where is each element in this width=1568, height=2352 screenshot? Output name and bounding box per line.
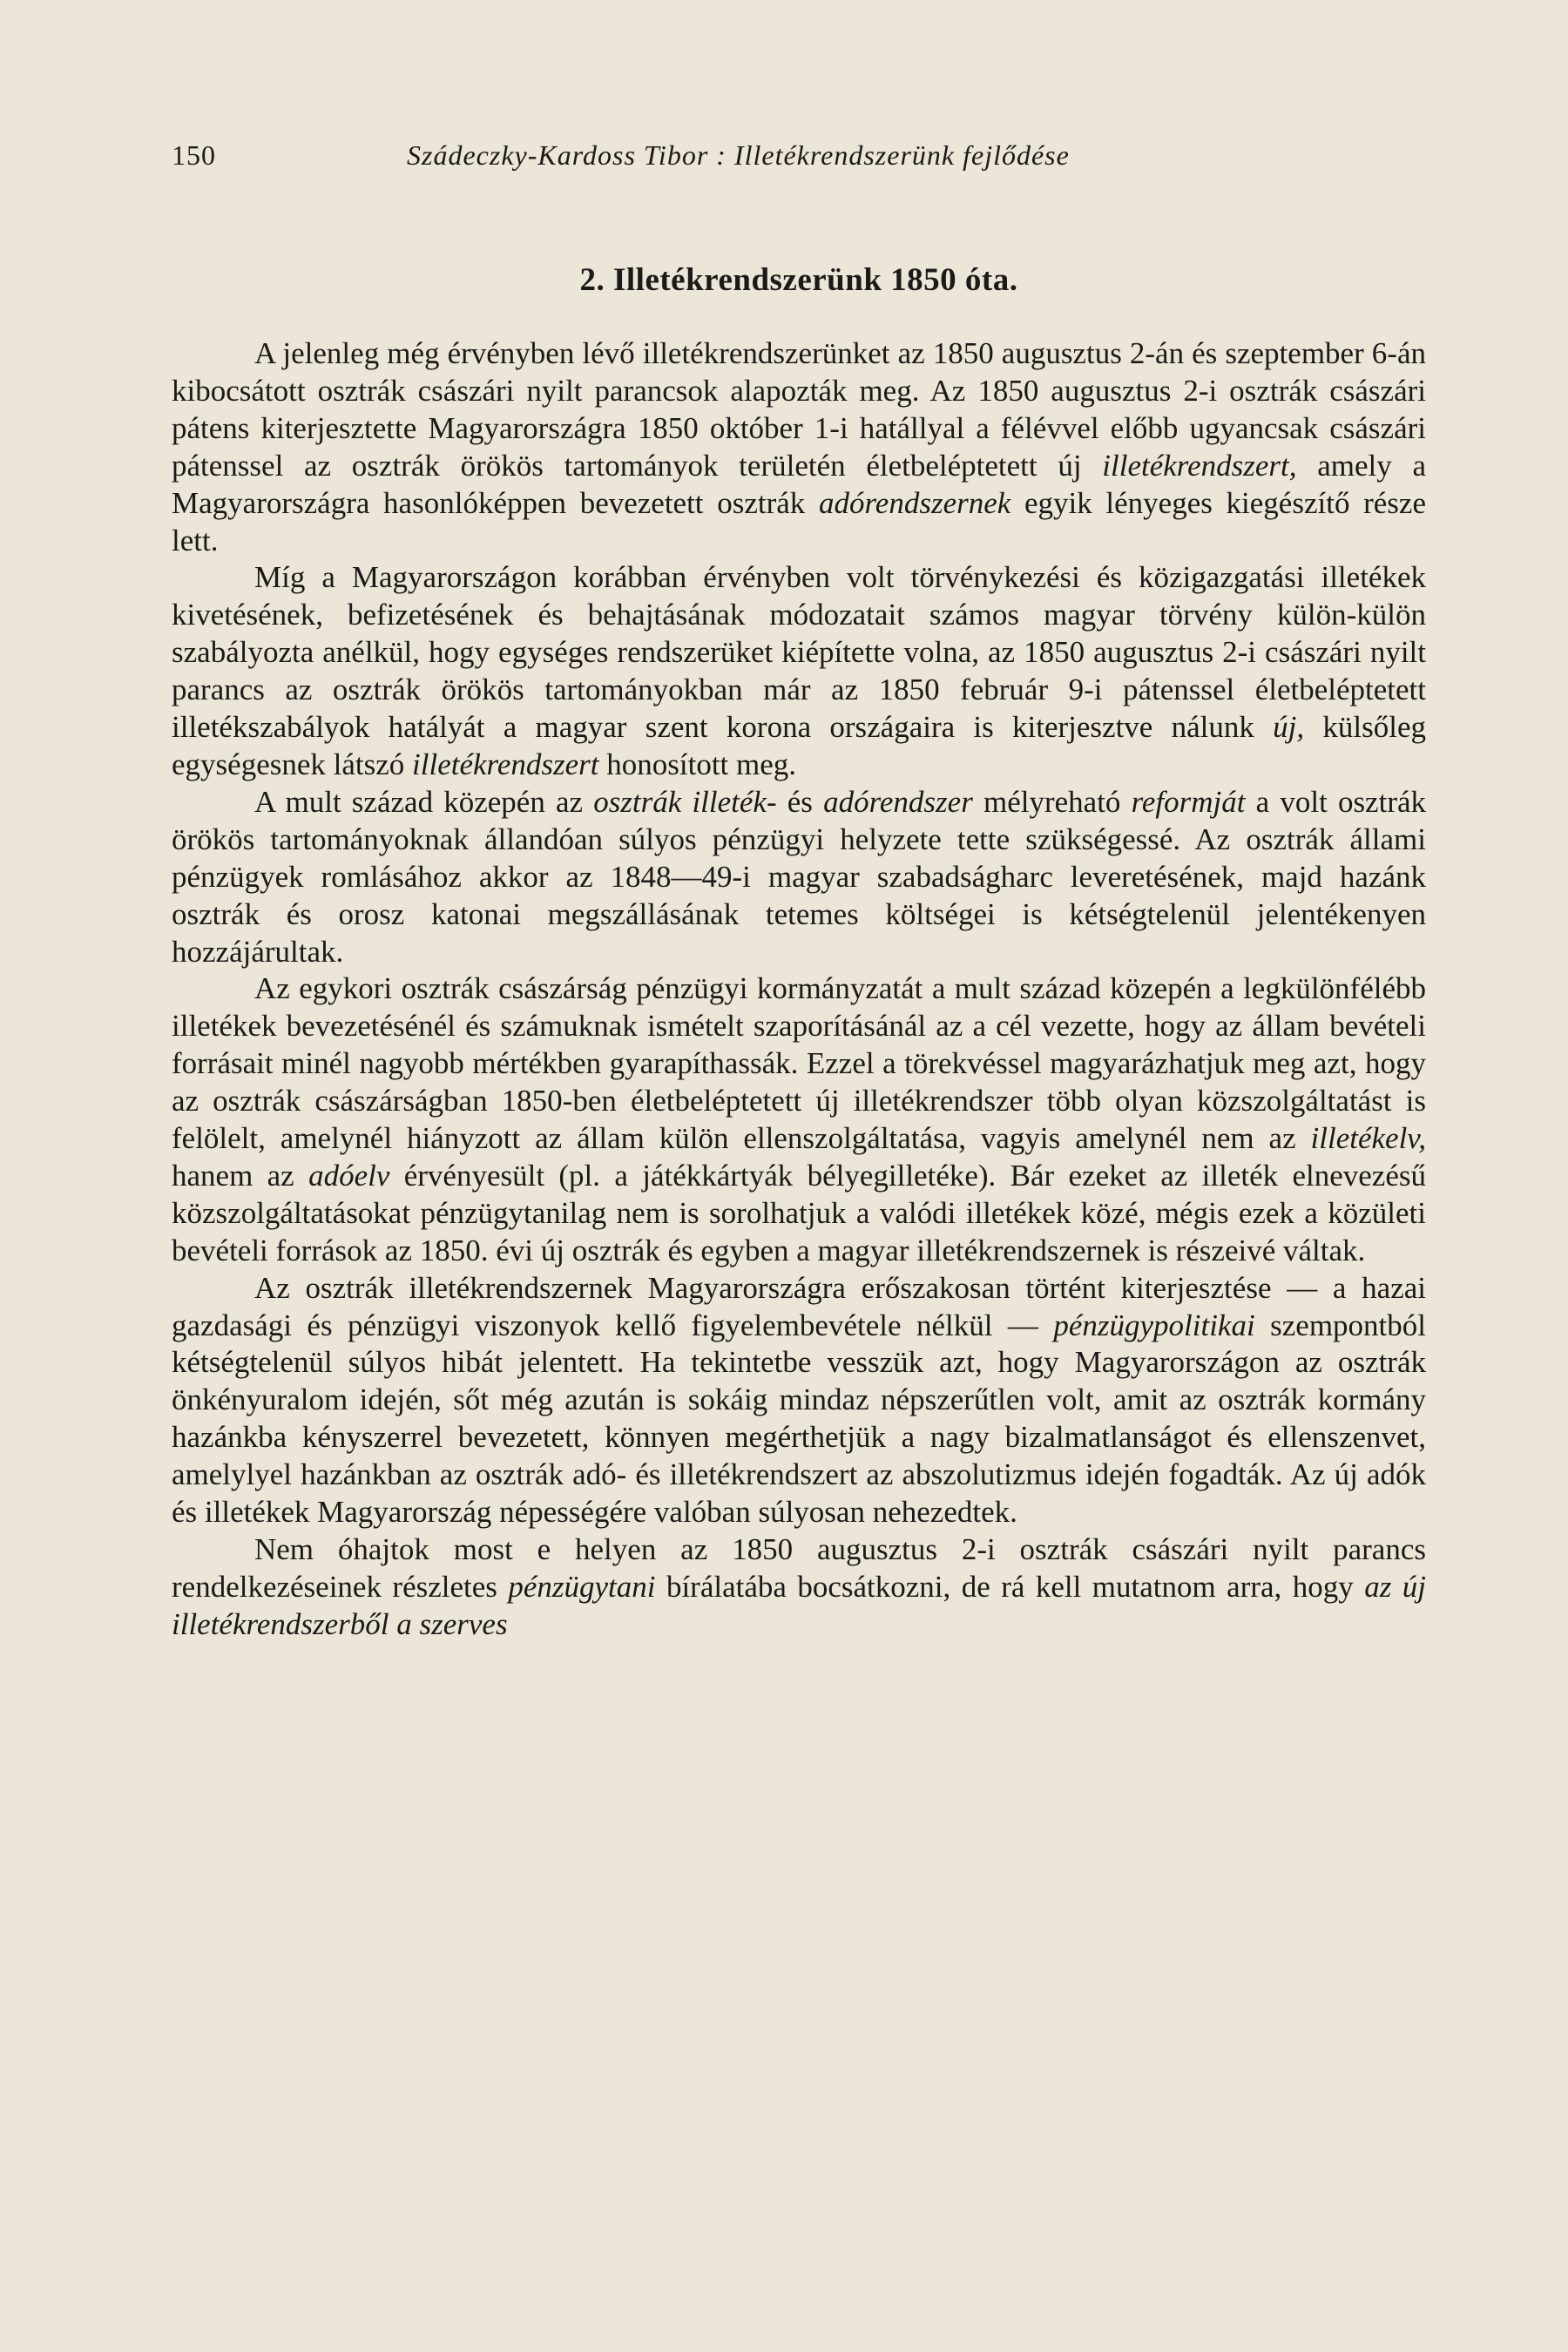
emphasis: adóelv <box>308 1158 390 1193</box>
emphasis: illetékrendszert, <box>1102 448 1297 483</box>
running-title: Szádeczky-Kardoss Tibor : Illetékrendszerünk fejlődése <box>407 139 1070 171</box>
emphasis: pénzügytani <box>508 1569 656 1604</box>
paragraph-2: Míg a Magyarországon korábban érvényben volt törvénykezési és közigazgatási illetékek kivetésének, befizetésének és behajtásának módozatait számos magyar törvény külön-külön szabályozta anélkül, hogy egységes rendszerüket kiépítette volna, az 1850 augusztus 2-i császári nyilt parancs az osztrák örökös tartományokban már az 1850 február 9-i pátenssel életbeléptetett illetékszabályok hatályát a magyar szent korona országaira is kiterjesztve nálunk új, külsőleg egységesnek látszó illetékrendszert honosított meg. <box>172 560 1426 781</box>
section-heading: 2. Illetékrendszerünk 1850 óta. <box>579 262 1018 298</box>
paragraph-4: Az egykori osztrák császárság pénzügyi kormányzatát a mult század közepén a legkülönfélébb illetékek bevezetésénél és számuknak ismételt szaporításánál az a cél vezette, hogy az állam bevételi forrásait minél nagyobb mértékben gyarapíthassák. Ezzel a törekvéssel magyarázhatjuk meg azt, hogy az osztrák császárságban 1850-ben életbeléptetett új illetékrendszer több olyan közszolgáltatást is felölelt, amelynél hiányzott az állam külön ellenszolgáltatása, vagyis amelynél nem az illetékelv, hanem az adóelv érvényesült (pl. a játékkártyák bélyegilletéke). Bár ezeket az illeték elnevezésű közszolgáltatásokat pénzügytanilag nem is sorolhatjuk a valódi illetékek közé, mégis ezek a közületi bevételi források az 1850. évi új osztrák és egyben a magyar illetékrendszernek is részeivé váltak. <box>172 971 1426 1267</box>
emphasis: reformját <box>1131 784 1246 819</box>
emphasis: az új illetékrendszerből a szerves <box>172 1569 1426 1641</box>
emphasis: illetékrendszert <box>412 747 599 781</box>
emphasis: pénzügypolitikai <box>1053 1308 1255 1342</box>
emphasis: adórendszer <box>823 784 973 819</box>
emphasis: új, <box>1273 710 1305 745</box>
paragraph-1: A jelenleg még érvényben lévő illetékrendszerünket az 1850 augusztus 2-án és szeptember 6-án kibocsátott osztrák császári nyilt parancsok alapozták meg. Az 1850 augusztus 2-i osztrák császári pátens kiterjesztette Magyarországra 1850 október 1-i hatállyal a félévvel előbb ugyancsak császári pátenssel az osztrák örökös tartományok területén életbeléptetett új illetékrendszert, amely a Magyarországra hasonlóképpen bevezetett osztrák adórendszernek egyik lényeges kiegészítő része lett. <box>172 336 1426 558</box>
emphasis: osztrák illeték- <box>593 784 777 819</box>
page-number: 150 <box>172 139 216 171</box>
body-text <box>172 335 1426 1644</box>
emphasis: adórendszernek <box>818 485 1011 520</box>
paragraph-3: A mult század közepén az osztrák illeték- és adórendszer mélyreható reformját a volt osztrák örökös tartományoknak állandóan súlyos pénzügyi helyzete tette szükségessé. Az osztrák állami pénzügyek romlásához akkor az 1848—49-i magyar szabadságharc leveretésének, majd hazánk osztrák és orosz katonai megszállásának tetemes költségei is kétségtelenül jelentékenyen hozzájárultak. <box>172 784 1427 969</box>
paragraph-5: Az osztrák illetékrendszernek Magyarországra erőszakosan történt kiterjesztése — a hazai gazdasági és pénzügyi viszonyok kellő figyelembevétele nélkül — pénzügypolitikai szempontból kétségtelenül súlyos hibát jelentett. Ha tekintetbe vesszük azt, hogy Magyarországon az osztrák önkényuralom idején, sőt még azután is sokáig mindaz népszerűtlen volt, amit az osztrák kormány hazánkba kényszerrel bevezetett, könnyen megérthetjük a nagy bizalmatlanságot és ellenszenvet, amelylyel hazánkban az osztrák adó- és illetékrendszert az abszolutizmus idején fogadták. Az új adók és illetékek Magyarország népességére valóban súlyosan nehezedtek. <box>172 1270 1426 1530</box>
running-head <box>172 139 1420 178</box>
emphasis: illetékelv, <box>1310 1121 1426 1156</box>
paragraph-6: Nem óhajtok most e helyen az 1850 augusztus 2-i osztrák császári nyilt parancs rendelkezéseinek részletes pénzügytani bírálatába bocsátkozni, de rá kell mutatnom arra, hogy az új illetékrendszerből a szerves <box>172 1532 1426 1641</box>
